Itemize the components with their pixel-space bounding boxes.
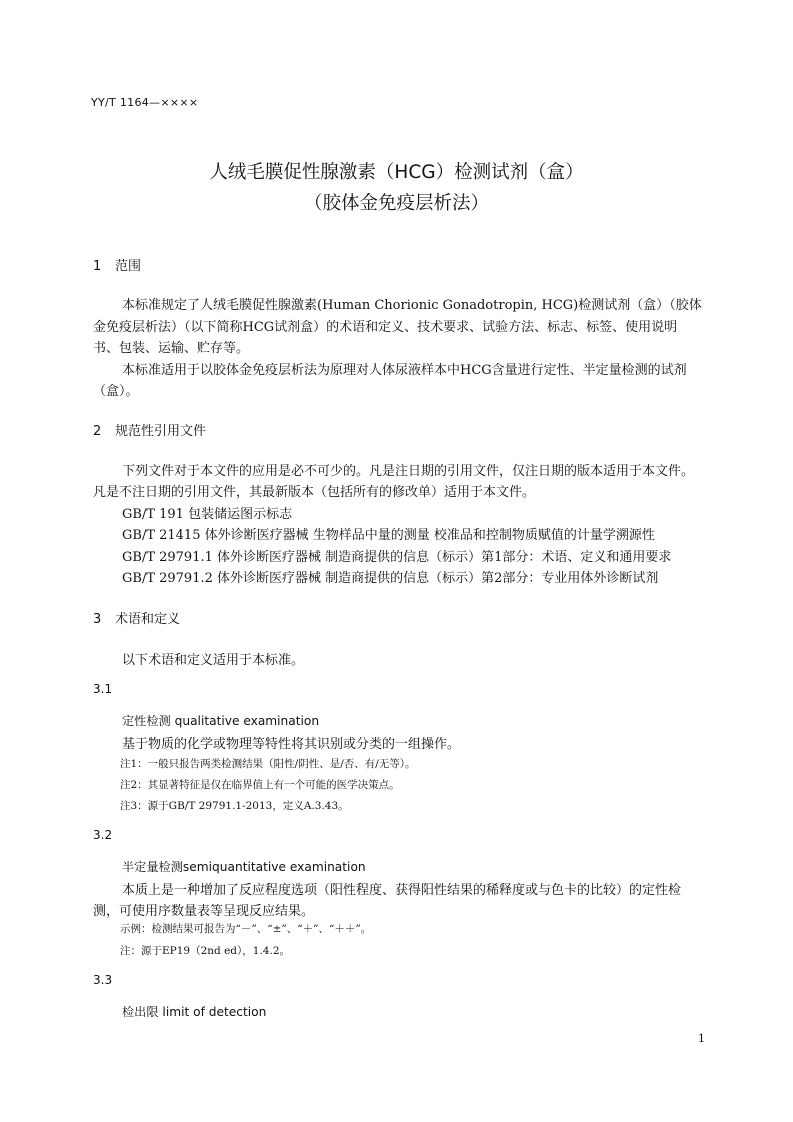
section-1-title: 范围 [115, 259, 142, 274]
references-paragraph-line-1: 下列文件对于本文件的应用是必不可少的。凡是注日期的引用文件，仅注日期的版本适用于本文件。 [122, 464, 695, 479]
section-2-heading [93, 420, 206, 439]
term-3-2-title: 半定量检测semiquantitative examination [122, 860, 366, 874]
scope-paragraph-1-line-2: 金免疫层析法）（以下简称HCG试剂盒）的术语和定义、技术要求、试验方法、标志、标签、使用说明 [93, 320, 678, 335]
section-3-title: 术语和定义 [115, 612, 181, 627]
reference-item: GB/T 29791.2 体外诊断医疗器械 制造商提供的信息（标示）第2部分：专业用体外诊断试剂 [122, 571, 659, 586]
term-3-1-definition: 基于物质的化学或物理等特性将其识别或分类的一组操作。 [122, 737, 461, 752]
reference-item: GB/T 29791.1 体外诊断医疗器械 制造商提供的信息（标示）第1部分：术语、定义和通用要求 [122, 550, 672, 565]
reference-item: GB/T 191 包装储运图示标志 [122, 507, 293, 522]
document-title-line-2: （胶体金免疫层析法） [303, 193, 489, 214]
document-code: YY/T 1164—×××× [91, 96, 199, 109]
scope-paragraph-1-line-3: 书、包装、运输、贮存等。 [93, 341, 250, 356]
term-3-2-definition-line-1: 本质上是一种增加了反应程度选项（阳性程度、获得阳性结果的稀释度或与色卡的比较）的定性检 [122, 883, 682, 898]
terms-intro: 以下术语和定义适用于本标准。 [122, 653, 305, 668]
scope-paragraph-2-line-1: 本标准适用于以胶体金免疫层析法为原理对人体尿液样本中HCG含量进行定性、半定量检测的试剂 [122, 363, 687, 378]
section-1-heading [93, 255, 141, 274]
page-number: 1 [698, 1032, 705, 1045]
section-3-number: 3 [93, 612, 102, 627]
term-3-2-number: 3.2 [93, 828, 113, 842]
term-3-1-title: 定性检测 qualitative examination [122, 714, 320, 728]
references-paragraph-line-2: 凡是不注日期的引用文件，其最新版本（包括所有的修改单）适用于本文件。 [93, 485, 536, 500]
term-3-2-note: 注：源于EP19（2nd ed），1.4.2。 [120, 945, 290, 957]
scope-paragraph-2-line-2: （盒）。 [93, 384, 139, 399]
term-3-1-note-3: 注3：源于GB/T 29791.1-2013，定义A.3.43。 [120, 800, 349, 812]
section-2-title: 规范性引用文件 [115, 424, 207, 439]
reference-item: GB/T 21415 体外诊断医疗器械 生物样品中量的测量 校准品和控制物质赋值的计量学溯源性 [122, 528, 655, 543]
document-title-line-1: 人绒毛膜促性腺激素（HCG）检测试剂（盒） [209, 162, 584, 183]
term-3-1-note-1: 注1：一般只报告两类检测结果（阳性/阴性、是/否、有/无等）。 [120, 758, 416, 770]
section-1-number: 1 [93, 259, 102, 274]
term-3-3-number: 3.3 [93, 973, 113, 987]
scope-paragraph-1-line-1: 本标准规定了人绒毛膜促性腺激素(Human Chorionic Gonadotropin, HCG)检测试剂（盒）（胶体 [122, 298, 702, 313]
term-3-2-example: 示例：检测结果可报告为“－”、“±”、“＋”、“＋＋”。 [120, 923, 372, 935]
section-2-number: 2 [93, 424, 102, 439]
section-3-heading [93, 608, 180, 627]
term-3-1-number: 3.1 [93, 682, 113, 696]
term-3-2-definition-line-2: 测，可使用序数量表等呈现反应结果。 [93, 904, 315, 919]
term-3-1-note-2: 注2：其显著特征是仅在临界值上有一个可能的医学决策点。 [120, 779, 400, 791]
term-3-3-title: 检出限 limit of detection [122, 1005, 267, 1019]
